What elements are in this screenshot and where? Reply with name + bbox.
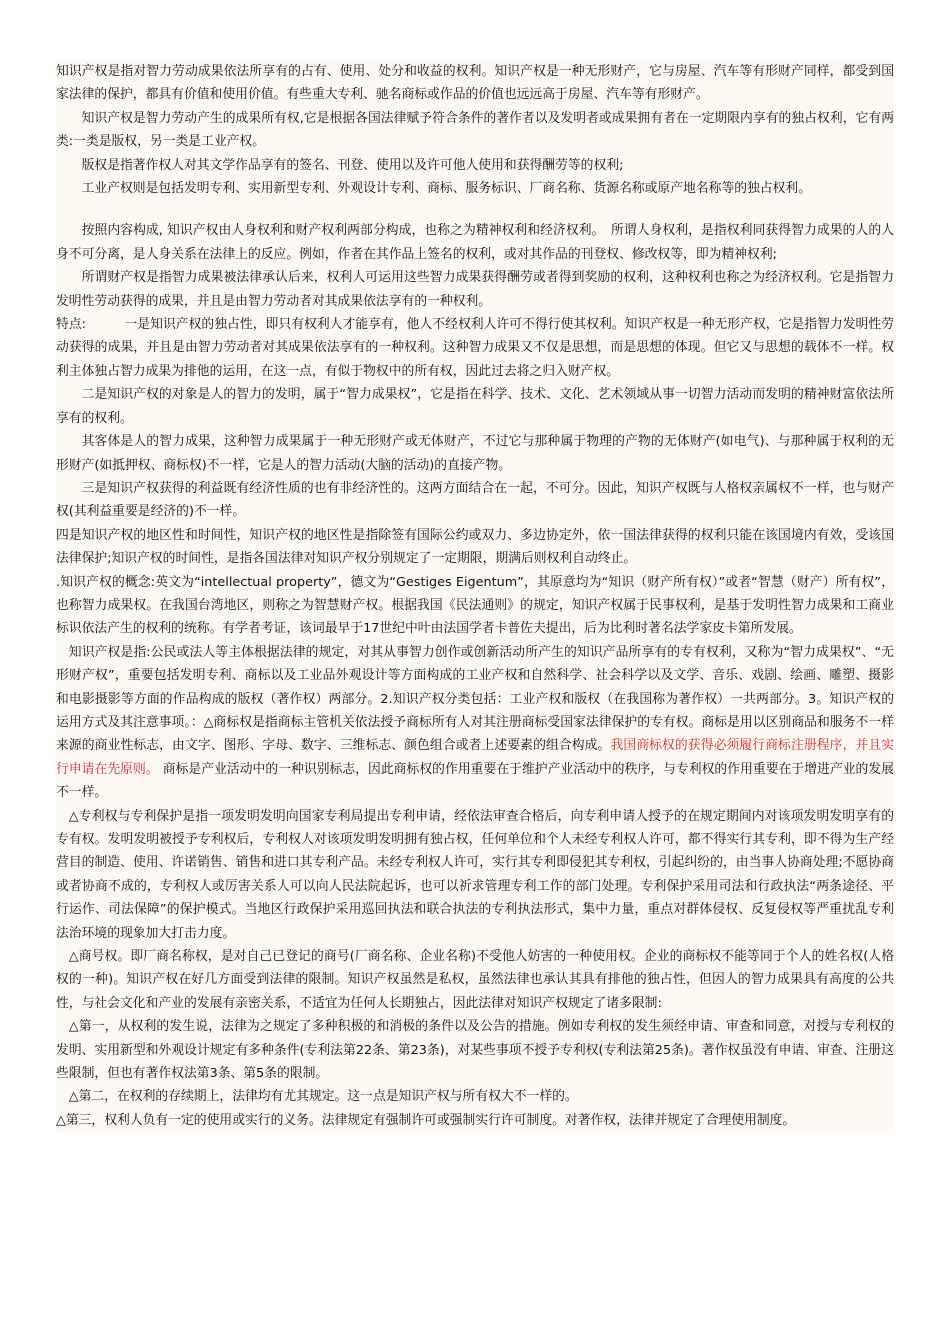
- paragraph-limit-first: △第一，从权利的发生说，法律为之规定了多种积极的和消极的条件以及公告的措施。例如专利权的发生须经申请、审查和同意，对授与专利权的发明、实用新型和外观设计规定有多种条件(专利法第22条、第23条)，对某些事项不授予专利权(专利法第25条)。著作权虽没有申请、审查、注册这些限制，但也有著作权法第3条、第5条的限制。: [56, 1019, 894, 1082]
- paragraph-features-object: 二是知识产权的对象是人的智力的发明，属于“智力成果权”，它是指在科学、技术、文化、艺术领域从事一切智力活动而发明的精神财富依法所享有的权利。: [56, 387, 894, 426]
- paragraph-ownership: 知识产权是智力劳动产生的成果所有权,它是根据各国法律赋予符合条件的著作者以及发明者或成果拥有者在一定期限内享有的独占权利，它有两类:一类是版权，另一类是工业产权。: [56, 110, 894, 150]
- paragraph-object-intangible: 其客体是人的智力成果，这种智力成果属于一种无形财产或无体财产，不过它与那种属于物理的产物的无体财产(如电气)、与那种属于权利的无形财产(如抵押权、商标权)不一样，它是人的智力活动(大脑的活动)的直接产物。: [56, 434, 894, 473]
- paragraph-features-exclusivity: 特点: 一是知识产权的独占性，即只有权利人才能享有，他人不经权利人许可不得行使其权利。知识产权是一种无形产权，它是指智力发明性劳动获得的成果，并且是由智力劳动者对其成果依法享有的一种权利。这种智力成果又不仅是思想，而是思想的体现。但它又与思想的载体不一样。权利主体独占智力成果为排他的运用，在这一点，有似于物权中的所有权，因此过去将之归入财产权。: [56, 317, 894, 379]
- paragraph-copyright: 版权是指著作权人对其文学作品享有的签名、刊登、使用以及许可他人使用和获得酬劳等的权利;: [81, 157, 624, 173]
- trademark-text: 知识产权是指:公民或法人等主体根据法律的规定，对其从事智力创作或创新活动所产生的知识产品所享有的专有权利，又称为“智力成果权”、“无形财产权”，重要包括发明专利、商标以及工业品外观设计等方面构成的工业产权和自然科学、社会科学以及文学、音乐、戏剧、绘画、雕塑、摄影和电影摄影等方面的作品构成的版权（著作权）两部分。2.知识产权分类包括：工业产权和版权（在我国称为著作权）一共两部分。3。知识产权的运用方式及其注意事项。：△商标权是指商标主管机关依法授予商标所有人对其注册商标受国家法律保护的专有权。商标是用以区别商品和服务不一样来源的商业性标志，由文字、图形、字母、数字、三维标志、颜色组合或者上述要素的组合构成。: [56, 644, 894, 754]
- paragraph-property-rights: 所谓财产权是指智力成果被法律承认后来，权利人可运用这些智力成果获得酬劳或者得到奖励的权利，这种权利也称之为经济权利。它是指智力发明性劳动获得的成果，并且是由智力劳动者对其成果依法享有的一种权利。: [56, 270, 894, 309]
- paragraph-features-territoriality: 四是知识产权的地区性和时间性，知识产权的地区性是指除签有国际公约或双力、多边协定外，依一国法律获得的权利只能在该国境内有效，受该国法律保护;知识产权的时间性，是指各国法律对知识产权分别规定了一定期限，期满后则权利自动终止。: [56, 527, 894, 567]
- paragraph-limit-third: △第三，权利人负有一定的使用或实行的义务。法律规定有强制许可或强制实行许可制度。对著作权，法律并规定了合理使用制度。: [56, 1112, 796, 1128]
- trademark-highlight: 我国商标权的获得必须履行商标注册程序，并且实行申请在先原则。: [56, 738, 895, 777]
- document-page: [56, 60, 894, 1132]
- paragraph-limit-second: △第二，在权利的存续期上，法律均有尤其规定。这一点是知识产权与所有权大不一样的。: [68, 1089, 578, 1105]
- paragraph-concept: .知识产权的概念:英文为“intellectual property”，德文为“Gestiges Eigentum”，其原意均为“知识（财产所有权）”或者“智慧（财产）所有权”，也称智力成果权。在我国台湾地区，则称之为智慧财产权。根据我国《民法通则》的规定，知识产权属于民事权利，是基于发明性智力成果和工商业标识依法产生的权利的统称。有学者考证，该词最早于17世纪中叶由法国学者卡普佐夫提出，后为比利时著名法学家皮卡第所发展。: [56, 574, 894, 637]
- trademark-text-after: 商标是产业活动中的一种识别标志，因此商标权的作用重要在于维护产业活动中的秩序，与专利权的作用重要在于增进产业的发展不一样。: [56, 761, 895, 801]
- blank-line: [56, 200, 894, 219]
- paragraph-definition: 知识产权是指对智力劳动成果依法所享有的占有、使用、处分和收益的权利。知识产权是一种无形财产，它与房屋、汽车等有形财产同样，都受到国家法律的保护，都具有价值和使用价值。有些重大专利、驰名商标或作品的价值也远远高于房屋、汽车等有形财产。: [56, 64, 894, 103]
- paragraph-personal-rights: 按照内容构成, 知识产权由人身权利和财产权利两部分构成，也称之为精神权利和经济权利。 所谓人身权利，是指权利同获得智力成果的人的人身不可分离，是人身关系在法律上的反应。例如，作者在其作品上签名的权利，或对其作品的刊登权、修改权等，即为精神权利;: [56, 223, 894, 262]
- paragraph-patent: △专利权与专利保护是指一项发明发明向国家专利局提出专利申请，经依法审查合格后，向专利申请人授予的在规定期间内对该项发明发明享有的专有权。发明发明被授予专利权后，专利权人对该项发明发明拥有独占权，任何单位和个人未经专利权人许可，都不得实行其专利，即不得为生产经营目的制造、使用、许诺销售、销售和进口其专利产品。未经专利权人许可，实行其专利即侵犯其专利权，引起纠纷的，由当事人协商处理;不愿协商或者协商不成的，专利权人或厉害关系人可以向人民法院起诉，也可以祈求管理专利工作的部门处理。专利保护采用司法和行政执法“两条途径、平行运作、司法保障”的保护模式。当地区行政保护采用巡回执法和联合执法的专利执法形式，集中力量，重点对群体侵权、反复侵权等严重扰乱专利法治环境的现象加大打击力度。: [56, 808, 894, 941]
- paragraph-industrial-property: 工业产权则是包括发明专利、实用新型专利、外观设计专利、商标、服务标识、厂商名称、货源名称或原产地名称等的独占权利。: [81, 181, 812, 197]
- paragraph-trade-name: △商号权。即厂商名称权，是对自己已登记的商号(厂商名称、企业名称)不受他人妨害的一种使用权。企业的商标权不能等同于个人的姓名权(人格权的一种)。知识产权在好几方面受到法律的限制。知识产权虽然是私权，虽然法律也承认其具有排他的独占性，但因人的智力成果具有高度的公共性，与社会文化和产业的发展有亲密关系，不适宜为任何人长期独占，因此法律对知识产权规定了诸多限制:: [56, 949, 894, 1011]
- paragraph-features-interest: 三是知识产权获得的利益既有经济性质的也有非经济性的。这两方面结合在一起，不可分。因此，知识产权既与人格权亲属权不一样，也与财产权(其利益重要是经济的)不一样。: [56, 480, 894, 520]
- paragraph-trademark: [56, 641, 894, 805]
